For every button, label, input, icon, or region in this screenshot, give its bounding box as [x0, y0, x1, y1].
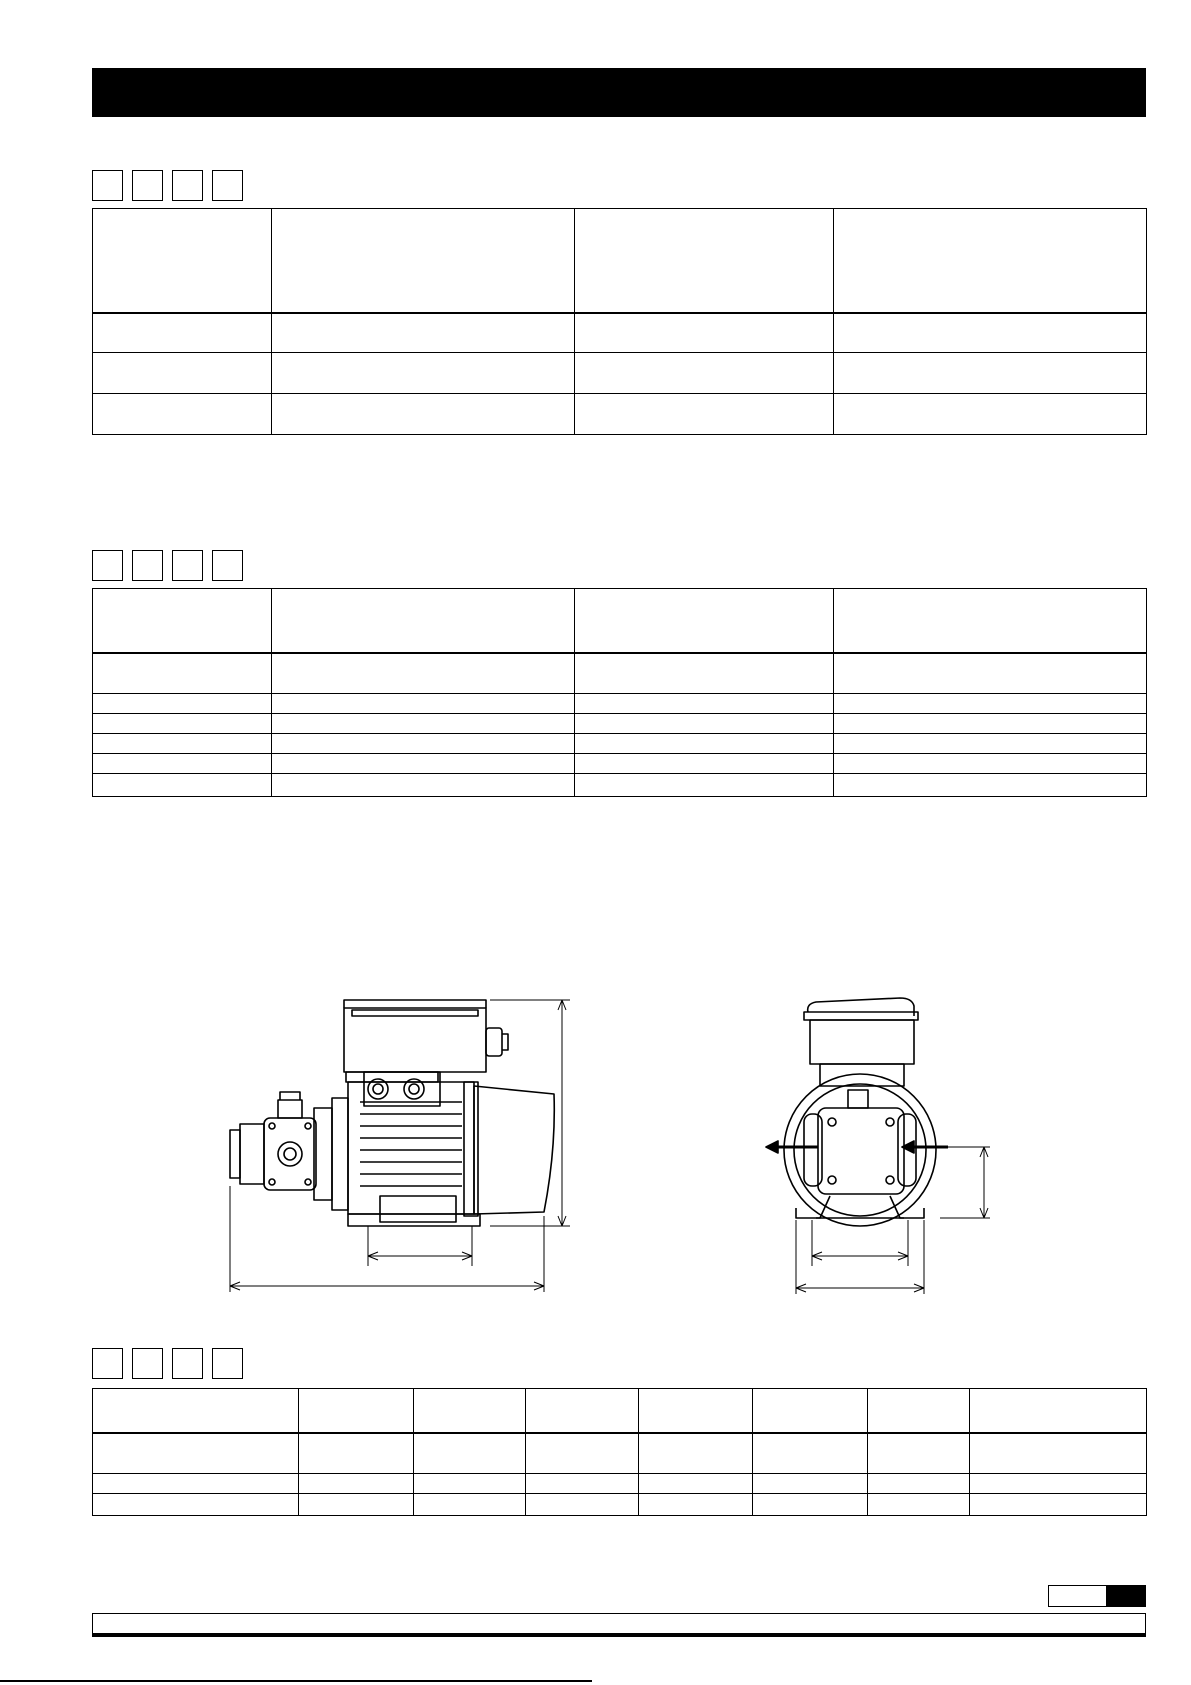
table-cell	[575, 353, 834, 394]
page-number-marker	[1107, 1585, 1146, 1607]
table-cell	[93, 734, 272, 754]
table-cell	[414, 1494, 526, 1516]
table-cell	[834, 653, 1147, 694]
table-row	[93, 313, 1147, 353]
dimension-table	[92, 1388, 1147, 1516]
table-cell	[93, 394, 272, 435]
table-cell	[299, 1433, 414, 1474]
table-cell	[414, 1389, 526, 1433]
table-cell	[272, 754, 575, 774]
table-cell	[834, 589, 1147, 653]
table-row	[93, 694, 1147, 714]
table-cell	[299, 1474, 414, 1494]
table-row	[93, 394, 1147, 435]
table-cell	[526, 1433, 639, 1474]
page-number-box	[1048, 1585, 1107, 1607]
table-cell	[970, 1494, 1147, 1516]
table-row	[93, 734, 1147, 754]
section-tab[interactable]	[132, 1348, 163, 1379]
pump-front-view	[766, 998, 990, 1294]
section-tab[interactable]	[212, 550, 243, 581]
table-cell	[93, 1494, 299, 1516]
table-cell	[575, 653, 834, 694]
table-cell	[272, 734, 575, 754]
section-tab[interactable]	[172, 550, 203, 581]
table-cell	[753, 1389, 868, 1433]
table-cell	[639, 1389, 753, 1433]
section-tab[interactable]	[92, 170, 123, 201]
table-cell	[834, 714, 1147, 734]
pump-drawings	[200, 990, 1060, 1300]
table-cell	[575, 774, 834, 797]
table-cell	[834, 774, 1147, 797]
section-tab[interactable]	[212, 170, 243, 201]
table-cell	[272, 714, 575, 734]
table-cell	[272, 313, 575, 353]
table-cell	[834, 694, 1147, 714]
table-cell	[834, 734, 1147, 754]
table-cell	[93, 714, 272, 734]
table-cell	[575, 209, 834, 313]
table-cell	[834, 754, 1147, 774]
table-cell	[526, 1474, 639, 1494]
table-cell	[93, 1389, 299, 1433]
section-tab[interactable]	[212, 1348, 243, 1379]
table-row	[93, 1433, 1147, 1474]
table-cell	[414, 1433, 526, 1474]
table-cell	[414, 1474, 526, 1494]
section-2-tabs	[92, 550, 243, 581]
table-cell	[575, 313, 834, 353]
table-cell	[272, 774, 575, 797]
section-tab[interactable]	[172, 170, 203, 201]
table-cell	[93, 589, 272, 653]
table-cell	[868, 1389, 970, 1433]
table-cell	[834, 353, 1147, 394]
table-cell	[868, 1494, 970, 1516]
pump-side-view	[230, 1000, 570, 1292]
table-cell	[93, 1474, 299, 1494]
table-cell	[970, 1433, 1147, 1474]
table-cell	[93, 1433, 299, 1474]
table-header-row	[93, 209, 1147, 313]
table-cell	[272, 209, 575, 313]
table-cell	[868, 1433, 970, 1474]
footer-bar	[92, 1613, 1146, 1637]
table-cell	[575, 754, 834, 774]
table-row	[93, 714, 1147, 734]
table-cell	[753, 1474, 868, 1494]
table-cell	[272, 394, 575, 435]
table-cell	[93, 353, 272, 394]
table-header-row	[93, 589, 1147, 653]
table-cell	[575, 394, 834, 435]
table-cell	[272, 353, 575, 394]
table-cell	[970, 1474, 1147, 1494]
table-cell	[93, 209, 272, 313]
table-cell	[753, 1494, 868, 1516]
table-cell	[93, 774, 272, 797]
table-cell	[299, 1494, 414, 1516]
table-row	[93, 774, 1147, 797]
section-1-tabs	[92, 170, 243, 201]
table-cell	[834, 313, 1147, 353]
table-cell	[639, 1433, 753, 1474]
table-cell	[526, 1389, 639, 1433]
section-tab[interactable]	[92, 550, 123, 581]
table-cell	[299, 1389, 414, 1433]
spec-table-2	[92, 588, 1147, 797]
section-tab[interactable]	[92, 1348, 123, 1379]
table-cell	[93, 653, 272, 694]
table-cell	[575, 694, 834, 714]
table-row	[93, 353, 1147, 394]
table-cell	[272, 589, 575, 653]
bottom-rule	[0, 1680, 592, 1682]
table-cell	[93, 694, 272, 714]
table-cell	[970, 1389, 1147, 1433]
table-cell	[93, 754, 272, 774]
table-cell	[575, 714, 834, 734]
table-cell	[272, 694, 575, 714]
table-cell	[93, 313, 272, 353]
table-cell	[272, 653, 575, 694]
table-cell	[834, 209, 1147, 313]
section-tab[interactable]	[172, 1348, 203, 1379]
table-cell	[753, 1433, 868, 1474]
spec-table-1	[92, 208, 1147, 435]
table-cell	[868, 1474, 970, 1494]
table-cell	[639, 1494, 753, 1516]
section-tab[interactable]	[132, 550, 163, 581]
table-cell	[834, 394, 1147, 435]
page-header-bar	[92, 68, 1146, 117]
table-header-row	[93, 1389, 1147, 1433]
table-row	[93, 1474, 1147, 1494]
table-cell	[575, 734, 834, 754]
table-row	[93, 754, 1147, 774]
table-row	[93, 1494, 1147, 1516]
table-cell	[526, 1494, 639, 1516]
table-cell	[639, 1474, 753, 1494]
section-3-tabs	[92, 1348, 243, 1379]
table-row	[93, 653, 1147, 694]
section-tab[interactable]	[132, 170, 163, 201]
table-cell	[575, 589, 834, 653]
